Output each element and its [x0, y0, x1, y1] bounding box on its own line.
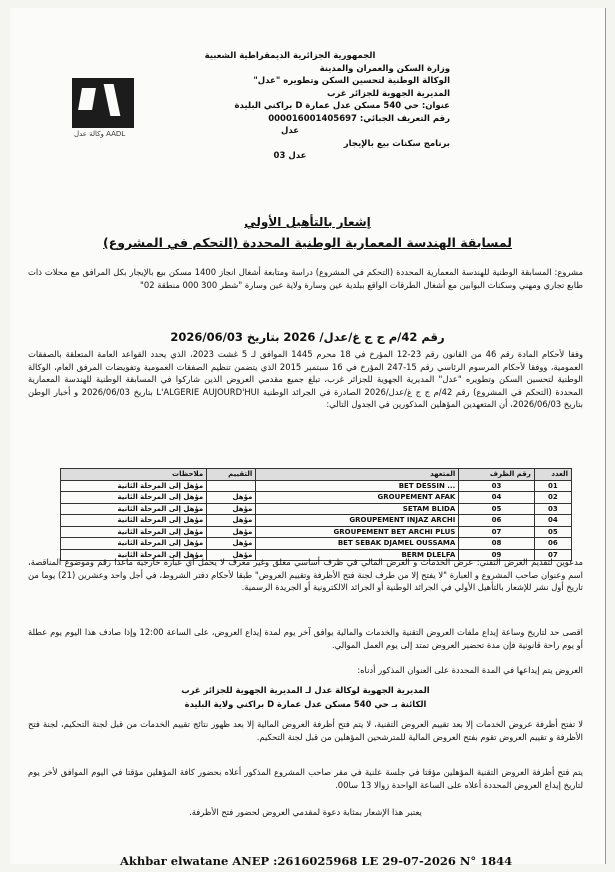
row-evaluation: مؤهل	[207, 549, 256, 561]
project-code: عدل 03	[273, 151, 307, 161]
table-row	[61, 538, 572, 550]
row-envelope: 05	[459, 503, 534, 515]
row-evaluation: مؤهل	[207, 515, 256, 527]
program-line: برنامج سكنات بيع بالإيجار	[343, 138, 450, 149]
row-number: 06	[534, 538, 571, 550]
row-bidder: BET DESSIN ...	[256, 480, 459, 492]
invite-line: يعتبر هذا الإشعار بمثابة دعوة لمقدمي العروض لحضور فتح الأظرفة.	[189, 807, 422, 817]
row-number: 07	[534, 549, 571, 561]
row-evaluation: مؤهل	[207, 503, 256, 515]
row-bidder: BERM DLELFA	[256, 549, 459, 561]
submit-address-2: الكائنة بـ حي 540 مسكن عدل عمارة D براكني ولاية البليدة	[184, 699, 427, 709]
competition-title: لمسابقة الهندسة المعمارية الوطنية المحددة (التحكم في المشروع)	[103, 235, 512, 250]
tax-id-line: رقم التعريف الجبائي: 000016001405697	[268, 113, 450, 124]
legal-paragraph: وفقا لأحكام المادة رقم 46 من القانون رقم 23-12 المؤرخ في 18 محرم 1445 الموافق لـ 5 غشت 2023، الذي يحدد القواعد العامة المتعلقة بالصفقات العمومية، ووفقا لأحكام المرسوم الرئاسي رقم 15-247 المؤرخ في 16 سبتمبر 2015 الذي يتضمن تنظيم الصفقات العمومية وتفويضات المرفق العام، الوكالة الوطنية لتحسين السكن وتطويره "عدل" المديرية الجهوية للجزائر غرب، تبلغ جميع مقدمي العروض الذين شاركوا في المسابقة الوطنية للهندسة المعمارية المحددة (التحكم في المشروع) رقم 42/م ج ج غ/عدل/2026 الصادرة في الجرائد الوطنية L'ALGERIE AUJOURD'HUI بتاريخ 2026/06/03 و أخبار الوطن بتاريخ 2026/06/03، أن المتعهدين المؤهلين المذكورين في الجدول التالي:	[28, 349, 584, 409]
row-evaluation: مؤهل	[207, 538, 256, 550]
row-envelope: 07	[459, 526, 534, 538]
session-paragraph: يتم فتح أظرفة العروض التقنية المؤهلين مؤقتا في جلسة علنية في مقر صاحب المشروع المذكور أعلاه بحضور كافة المؤهلين مؤقتا في اليوم الموافق لأخر يوم لتاريخ إيداع العروض المحددة أعلاه على الساعة الواحدة زوالا 13 سا00.	[28, 767, 583, 790]
table-row	[61, 515, 572, 527]
row-envelope: 06	[459, 515, 534, 527]
table-header-row	[61, 469, 572, 481]
row-remarks: مؤهل إلى المرحلة الثانية	[61, 503, 207, 515]
col-number: العدد	[534, 469, 571, 481]
logo-caption: وكالة عدل AADL	[74, 130, 126, 138]
row-number: 04	[534, 515, 571, 527]
col-evaluation: التقييم	[207, 469, 256, 481]
table-row	[61, 492, 572, 504]
row-envelope: 08	[459, 538, 534, 550]
col-envelope: رقم الظرف	[459, 469, 534, 481]
row-number: 02	[534, 492, 571, 504]
technical-offer-paragraph: مدعوين لتقديم العرض التقني: عرض الخدمات و العرض المالي في ظرف أساسي مغلق وغير معرف لا يحمل أي عبارة خارجية ماعدا رقم وموضوع المناقصة، اسم وعنوان صاحب المشروع و العبارة "لا يفتح إلا من طرف لجنة فتح الأظرفة وتقييم العروض" طبقا لأحكام دفتر الشروط، في أجل واحد وعشرين (21) يوما من تاريخ أول نشر للإشعار بالتأهيل الأولي في الجرائد الوطنية أو الجرائد الالكترونية أو الجريدة الرسمية.	[28, 557, 583, 592]
row-number: 03	[534, 503, 571, 515]
row-remarks: مؤهل إلى المرحلة الثانية	[61, 515, 207, 527]
row-envelope: 04	[459, 492, 534, 504]
ministry-name: وزارة السكن والعمران والمدينة	[319, 63, 450, 74]
submit-address-1: المديرية الجهوية لوكالة عدل لـ المديرية الجهوية للجزائر غرب	[181, 685, 430, 695]
row-remarks: مؤهل إلى المرحلة الثانية	[61, 526, 207, 538]
owner-line: عدل	[280, 126, 300, 136]
submit-line: العروض يتم إيداعها في المدة المحددة على العنوان المذكور أدناه:	[357, 665, 583, 675]
row-bidder: GROUPEMENT INJAZ ARCHI	[256, 515, 459, 527]
row-envelope: 09	[459, 549, 534, 561]
col-remarks: ملاحظات	[61, 469, 207, 481]
notice-title: إشعار بالتأهيل الأولي	[244, 215, 371, 229]
publication-footer: Akhbar elwatane ANEP :2616025968 LE 29-07-2026 N° 1844	[120, 854, 513, 868]
row-number: 01	[534, 480, 571, 492]
row-remarks: مؤهل إلى المرحلة الثانية	[61, 492, 207, 504]
candidates-table	[60, 468, 572, 561]
row-evaluation: مؤهل	[207, 526, 256, 538]
regional-direction: المديرية الجهوية للجزائر غرب	[326, 88, 450, 99]
row-evaluation	[207, 480, 256, 492]
row-bidder: BET SEBAK DJAMEL OUSSAMA	[256, 538, 459, 550]
row-envelope: 03	[459, 480, 534, 492]
row-remarks: مؤهل إلى المرحلة الثانية	[61, 549, 207, 561]
agency-name: الوكالة الوطنية لتحسين السكن وتطويره "عدل"	[253, 76, 450, 86]
republic-name: الجمهورية الجزائرية الديمقراطية الشعبية	[204, 51, 376, 61]
newspaper-page	[10, 8, 606, 868]
agency-logo	[72, 78, 134, 128]
row-remarks: مؤهل إلى المرحلة الثانية	[61, 538, 207, 550]
table-row	[61, 526, 572, 538]
reference-line: رقم 42/م ج ج غ/عدل/ 2026 بتاريخ 2026/06/03	[170, 330, 445, 344]
row-evaluation: مؤهل	[207, 492, 256, 504]
row-remarks: مؤهل إلى المرحلة الثانية	[61, 480, 207, 492]
project-paragraph: مشروع: المسابقة الوطنية للهندسة المعمارية المحددة (التحكم في المشروع) دراسة ومتابعة أشغال انجاز 1400 مسكن بيع بالإيجار بكل المرافق مع محلات ذات طابع تجاري ومهني وسكنات البوابين مع أشغال الطرقات الواقع ببلدية عين وسارة ولاية عين وسارة "شطر 300 000 منطقة 02"	[28, 267, 583, 290]
row-bidder: SETAM BLIDA	[256, 503, 459, 515]
col-bidder: المتعهد	[256, 469, 459, 481]
table-row	[61, 480, 572, 492]
table-row	[61, 503, 572, 515]
opening-paragraph: لا تفتح أظرفة عروض الخدمات إلا بعد تقييم العروض التقنية، لا يتم فتح أظرفة العروض المالية إلا بعد ظهور نتائج تقييم الخدمات من قبل لجنة التحكيم، لجنة فتح الأظرفة و تقييم العروض تقوم بفتح العروض المالية للمترشحين المؤهلين من قبل لجنة التحكيم.	[28, 719, 583, 742]
address-line: عنوان: حي 540 مسكن عدل عمارة D براكني البليدة	[234, 101, 450, 111]
row-bidder: GROUPEMENT AFAK	[256, 492, 459, 504]
row-number: 05	[534, 526, 571, 538]
deadline-paragraph: اقصى حد لتاريخ وساعة إيداع ملفات العروض التقنية والخدمات والمالية يوافق آخر يوم لمدة إيداع العروض، على الساعة 12:00 وإذا صادف هذا اليوم يوم عطلة أو يوم راحة قانونية فإن مدة تحضير العروض تمتد إلى يوم العمل الموالي.	[28, 627, 583, 650]
row-bidder: GROUPEMENT BET ARCHI PLUS	[256, 526, 459, 538]
letterhead	[130, 50, 450, 163]
